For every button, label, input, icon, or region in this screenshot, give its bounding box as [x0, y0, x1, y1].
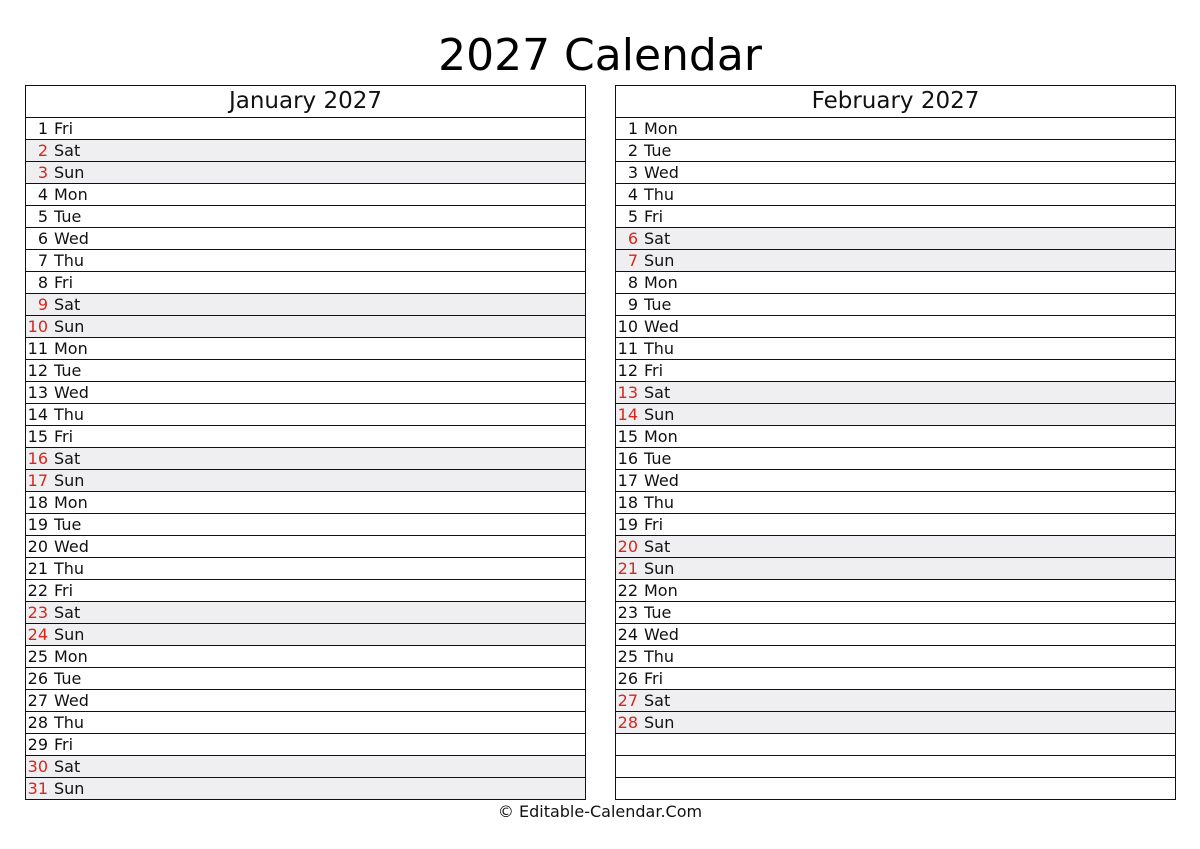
- day-row: [26, 338, 585, 360]
- day-of-week: Thu: [54, 251, 85, 270]
- day-of-week: Fri: [644, 207, 664, 226]
- day-of-week: Sat: [644, 229, 671, 248]
- day-of-week: Sun: [54, 625, 85, 644]
- day-of-week: Sun: [644, 713, 675, 732]
- day-number: 5: [627, 207, 638, 226]
- day-row: [26, 778, 585, 799]
- day-list: [26, 118, 585, 799]
- day-number: 20: [617, 537, 638, 556]
- day-number: 16: [617, 449, 638, 468]
- day-of-week: Wed: [54, 383, 89, 402]
- day-row: [616, 426, 1175, 448]
- day-of-week: Thu: [644, 493, 675, 512]
- day-number: 14: [27, 405, 48, 424]
- day-of-week: Wed: [54, 691, 89, 710]
- day-of-week: Fri: [54, 119, 74, 138]
- day-number: 18: [617, 493, 638, 512]
- day-row: [26, 668, 585, 690]
- day-number: 19: [617, 515, 638, 534]
- day-of-week: Thu: [644, 185, 675, 204]
- day-number: 20: [27, 537, 48, 556]
- day-row: [26, 712, 585, 734]
- day-number: 10: [617, 317, 638, 336]
- day-number: 2: [627, 141, 638, 160]
- day-number: 1: [627, 119, 638, 138]
- day-of-week: Sun: [54, 779, 85, 798]
- day-row: [26, 580, 585, 602]
- day-row: [616, 646, 1175, 668]
- day-number: 22: [27, 581, 48, 600]
- day-of-week: Thu: [54, 559, 85, 578]
- day-row: [616, 272, 1175, 294]
- day-number: 24: [617, 625, 638, 644]
- day-of-week: Mon: [644, 427, 678, 446]
- day-number: 23: [617, 603, 638, 622]
- day-of-week: Sun: [54, 163, 85, 182]
- day-number: 26: [27, 669, 48, 688]
- day-number: 31: [27, 779, 48, 798]
- day-row: [26, 624, 585, 646]
- day-of-week: Mon: [54, 339, 88, 358]
- day-row: [616, 492, 1175, 514]
- day-row: [616, 382, 1175, 404]
- empty-row: [616, 778, 1175, 799]
- day-row: [26, 558, 585, 580]
- day-row: [26, 140, 585, 162]
- day-of-week: Sat: [644, 537, 671, 556]
- day-of-week: Mon: [54, 493, 88, 512]
- day-number: 28: [27, 713, 48, 732]
- day-of-week: Mon: [54, 647, 88, 666]
- day-of-week: Tue: [644, 141, 672, 160]
- day-of-week: Fri: [54, 427, 74, 446]
- day-of-week: Tue: [644, 449, 672, 468]
- day-row: [616, 580, 1175, 602]
- day-row: [26, 602, 585, 624]
- day-number: 15: [617, 427, 638, 446]
- day-number: 14: [617, 405, 638, 424]
- day-number: 12: [617, 361, 638, 380]
- day-of-week: Sun: [644, 251, 675, 270]
- day-row: [26, 492, 585, 514]
- day-of-week: Mon: [644, 581, 678, 600]
- day-row: [616, 162, 1175, 184]
- day-row: [26, 206, 585, 228]
- day-row: [616, 690, 1175, 712]
- day-number: 29: [27, 735, 48, 754]
- day-of-week: Mon: [54, 185, 88, 204]
- page-title: 2027 Calendar: [438, 30, 762, 81]
- day-of-week: Wed: [644, 625, 679, 644]
- day-of-week: Thu: [644, 339, 675, 358]
- day-row: [26, 162, 585, 184]
- month-header: February 2027: [616, 86, 1175, 118]
- day-number: 15: [27, 427, 48, 446]
- day-row: [26, 294, 585, 316]
- day-list: [616, 118, 1175, 799]
- day-number: 25: [27, 647, 48, 666]
- day-row: [26, 382, 585, 404]
- day-of-week: Fri: [54, 735, 74, 754]
- day-number: 5: [37, 207, 48, 226]
- day-row: [616, 536, 1175, 558]
- day-number: 10: [27, 317, 48, 336]
- day-number: 21: [27, 559, 48, 578]
- day-of-week: Sat: [644, 691, 671, 710]
- day-row: [26, 536, 585, 558]
- day-number: 27: [617, 691, 638, 710]
- day-of-week: Fri: [54, 273, 74, 292]
- day-row: [616, 294, 1175, 316]
- day-of-week: Mon: [644, 119, 678, 138]
- day-of-week: Fri: [54, 581, 74, 600]
- day-number: 26: [617, 669, 638, 688]
- day-row: [26, 228, 585, 250]
- day-row: [616, 624, 1175, 646]
- day-of-week: Sat: [54, 295, 81, 314]
- day-row: [26, 184, 585, 206]
- day-of-week: Sun: [644, 559, 675, 578]
- day-row: [616, 514, 1175, 536]
- day-of-week: Wed: [644, 471, 679, 490]
- day-number: 9: [627, 295, 638, 314]
- month-february: [615, 85, 1176, 800]
- day-row: [616, 470, 1175, 492]
- day-number: 4: [627, 185, 638, 204]
- day-of-week: Sat: [644, 383, 671, 402]
- day-row: [616, 184, 1175, 206]
- day-number: 1: [37, 119, 48, 138]
- day-of-week: Wed: [54, 537, 89, 556]
- day-of-week: Sat: [54, 603, 81, 622]
- day-number: 18: [27, 493, 48, 512]
- empty-row: [616, 756, 1175, 778]
- day-number: 6: [37, 229, 48, 248]
- day-row: [616, 668, 1175, 690]
- day-row: [26, 250, 585, 272]
- day-number: 11: [617, 339, 638, 358]
- day-number: 7: [37, 251, 48, 270]
- day-number: 24: [27, 625, 48, 644]
- day-of-week: Sat: [54, 141, 81, 160]
- day-row: [616, 712, 1175, 734]
- day-number: 8: [37, 273, 48, 292]
- day-number: 2: [37, 141, 48, 160]
- day-of-week: Thu: [644, 647, 675, 666]
- day-number: 25: [617, 647, 638, 666]
- day-row: [616, 118, 1175, 140]
- day-number: 28: [617, 713, 638, 732]
- day-number: 8: [627, 273, 638, 292]
- day-of-week: Tue: [54, 207, 82, 226]
- day-row: [26, 756, 585, 778]
- day-of-week: Tue: [54, 515, 82, 534]
- day-row: [26, 118, 585, 140]
- day-number: 3: [37, 163, 48, 182]
- empty-row: [616, 734, 1175, 756]
- day-row: [616, 228, 1175, 250]
- day-number: 6: [627, 229, 638, 248]
- day-row: [26, 470, 585, 492]
- day-number: 19: [27, 515, 48, 534]
- day-row: [616, 338, 1175, 360]
- day-number: 13: [27, 383, 48, 402]
- day-of-week: Sat: [54, 449, 81, 468]
- day-of-week: Mon: [644, 273, 678, 292]
- day-of-week: Tue: [644, 603, 672, 622]
- day-row: [26, 514, 585, 536]
- day-number: 23: [27, 603, 48, 622]
- day-number: 16: [27, 449, 48, 468]
- day-of-week: Fri: [644, 669, 664, 688]
- footer-credit: © Editable-Calendar.Com: [497, 802, 703, 821]
- day-number: 27: [27, 691, 48, 710]
- day-of-week: Wed: [54, 229, 89, 248]
- day-of-week: Tue: [54, 361, 82, 380]
- day-row: [26, 360, 585, 382]
- day-number: 17: [617, 471, 638, 490]
- day-row: [26, 734, 585, 756]
- day-of-week: Tue: [54, 669, 82, 688]
- day-number: 11: [27, 339, 48, 358]
- day-of-week: Wed: [644, 317, 679, 336]
- day-row: [616, 404, 1175, 426]
- day-of-week: Tue: [644, 295, 672, 314]
- month-header: January 2027: [26, 86, 585, 118]
- day-number: 22: [617, 581, 638, 600]
- day-of-week: Sun: [54, 317, 85, 336]
- day-number: 21: [617, 559, 638, 578]
- day-row: [26, 690, 585, 712]
- day-of-week: Sun: [644, 405, 675, 424]
- day-row: [616, 250, 1175, 272]
- day-number: 7: [627, 251, 638, 270]
- day-row: [26, 448, 585, 470]
- day-of-week: Sat: [54, 757, 81, 776]
- month-january: [25, 85, 586, 800]
- day-row: [616, 448, 1175, 470]
- day-row: [616, 602, 1175, 624]
- day-row: [26, 404, 585, 426]
- day-row: [26, 316, 585, 338]
- day-row: [616, 206, 1175, 228]
- day-of-week: Sun: [54, 471, 85, 490]
- day-number: 12: [27, 361, 48, 380]
- day-row: [616, 140, 1175, 162]
- day-of-week: Thu: [54, 405, 85, 424]
- day-of-week: Thu: [54, 713, 85, 732]
- day-number: 9: [37, 295, 48, 314]
- day-number: 3: [627, 163, 638, 182]
- day-row: [616, 316, 1175, 338]
- day-of-week: Fri: [644, 515, 664, 534]
- day-row: [616, 558, 1175, 580]
- day-of-week: Wed: [644, 163, 679, 182]
- day-row: [26, 426, 585, 448]
- day-number: 13: [617, 383, 638, 402]
- day-of-week: Fri: [644, 361, 664, 380]
- day-row: [26, 272, 585, 294]
- day-number: 4: [37, 185, 48, 204]
- day-row: [616, 360, 1175, 382]
- day-number: 17: [27, 471, 48, 490]
- day-row: [26, 646, 585, 668]
- day-number: 30: [27, 757, 48, 776]
